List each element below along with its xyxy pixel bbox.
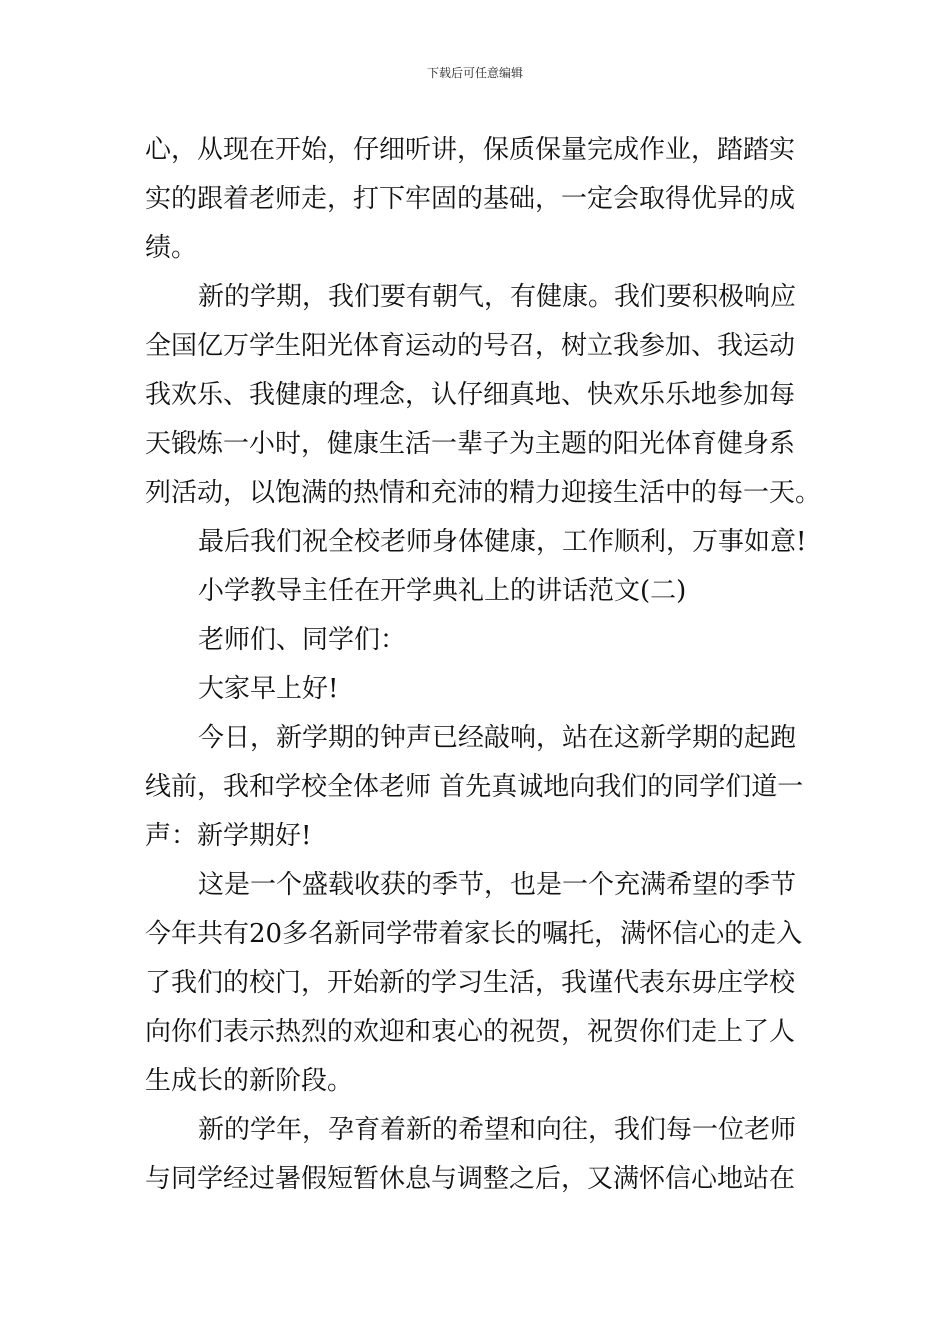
text-line: 实的跟着老师走，打下牢固的基础，一定会取得优异的成 [145, 184, 796, 214]
text-line: 天锻炼一小时，健康生活一辈子为主题的阳光体育健身系 [145, 429, 796, 459]
text-line: 新的学期，我们要有朝气，有健康。我们要积极响应 [198, 282, 797, 312]
text-line: 这是一个盛载收获的季节，也是一个充满希望的季节 [198, 870, 797, 900]
text-line: 老师们、同学们： [198, 625, 407, 655]
text-line: 绩。 [145, 233, 198, 263]
text-line: 大家早上好! [198, 674, 339, 704]
text-line: 今日，新学期的钟声已经敲响，站在这新学期的起跑 [198, 723, 797, 753]
text-line: 心，从现在开始，仔细听讲，保质保量完成作业，踏踏实 [145, 135, 796, 165]
text-line: 列活动，以饱满的热情和充沛的精力迎接生活中的每一天。 [145, 478, 822, 508]
text-line: 小学教导主任在开学典礼上的讲话范文(二) [198, 576, 687, 606]
text-line: 新的学年，孕育着新的希望和向往，我们每一位老师 [198, 1115, 797, 1145]
text-line: 今年共有20多名新同学带着家长的嘱托，满怀信心的走入 [145, 919, 803, 949]
text-line: 与同学经过暑假短暂休息与调整之后，又满怀信心地站在 [145, 1164, 796, 1194]
text-line: 向你们表示热烈的欢迎和衷心的祝贺，祝贺你们走上了人 [145, 1017, 796, 1047]
text-line: 全国亿万学生阳光体育运动的号召，树立我参加、我运动 [145, 331, 796, 361]
text-line: 生成长的新阶段。 [145, 1066, 354, 1096]
text-line: 了我们的校门，开始新的学习生活，我谨代表东毋庄学校 [145, 968, 796, 998]
text-line: 线前，我和学校全体老师 首先真诚地向我们的同学们道一 [145, 772, 804, 802]
text-line: 声：新学期好! [145, 821, 312, 851]
document-body [145, 126, 822, 1204]
text-line: 我欢乐、我健康的理念，认仔细真地、快欢乐乐地参加每 [145, 380, 796, 410]
text-line: 最后我们祝全校老师身体健康，工作顺利，万事如意! [198, 527, 807, 557]
page-header: 下载后可任意编辑 [426, 66, 523, 80]
